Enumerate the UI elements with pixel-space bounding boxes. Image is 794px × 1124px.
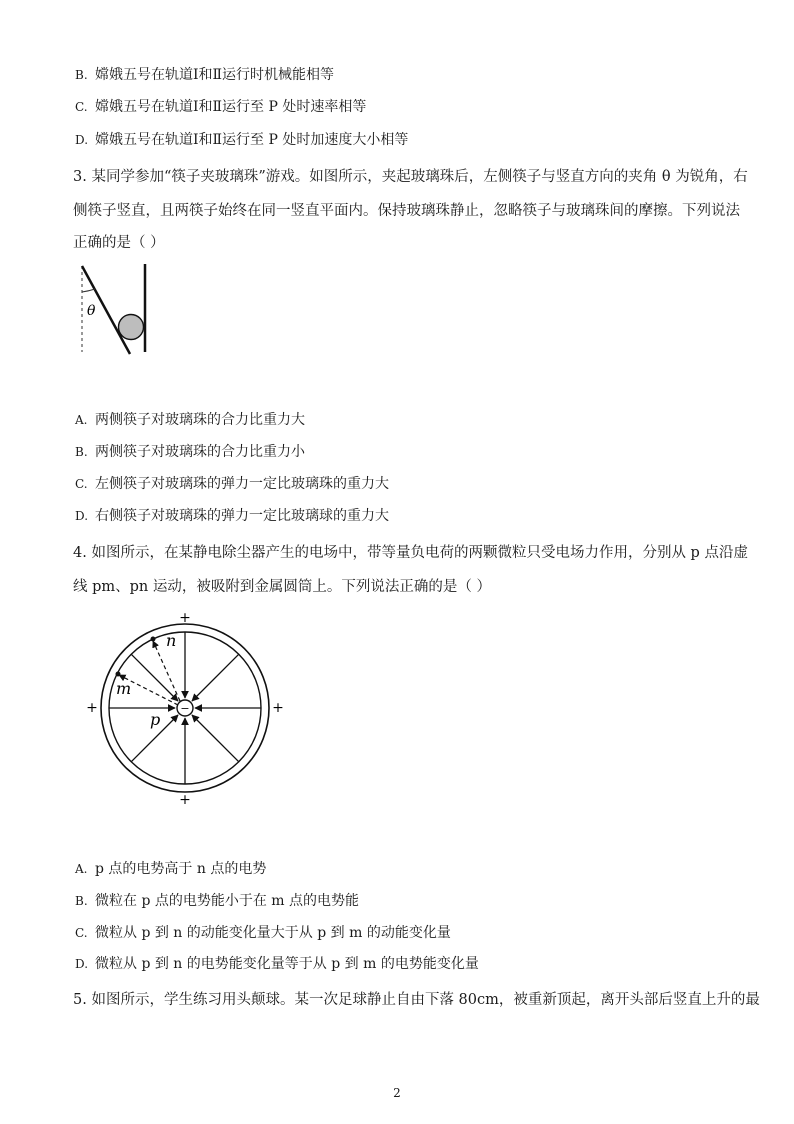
plus-sign-top: + xyxy=(179,610,191,626)
label-m: m xyxy=(116,679,132,698)
q4-option-b: B. 微粒在 p 点的电势能小于在 m 点的电势能 xyxy=(75,893,360,909)
glass-bead xyxy=(119,315,144,340)
q3-stem-line-2: 侧筷子竖直，且两筷子始终在同一竖直平面内。保持玻璃珠静止，忽略筷子与玻璃珠间的摩擦。下列说法 xyxy=(73,203,740,219)
q2-option-d: D. 嫦娥五号在轨道Ⅰ和Ⅱ运行至 P 处时加速度大小相等 xyxy=(75,132,409,148)
q4-stem-line-2: 线 pm、pn 运动，被吸附到金属圆筒上。下列说法正确的是（ ） xyxy=(73,579,491,595)
plus-sign-bottom: + xyxy=(179,792,191,808)
q5-stem-line-1: 5. 如图所示，学生练习用头颠球。某一次足球静止自由下落 80cm，被重新顶起，离开头部后竖直上升的最 xyxy=(73,992,760,1008)
plus-sign-left: + xyxy=(86,700,98,716)
q3-option-d: D. 右侧筷子对玻璃珠的弹力一定比玻璃球的重力大 xyxy=(75,508,389,524)
q3-option-c: C. 左侧筷子对玻璃珠的弹力一定比玻璃珠的重力大 xyxy=(75,476,389,492)
q2-option-c: C. 嫦娥五号在轨道Ⅰ和Ⅱ运行至 P 处时速率相等 xyxy=(75,99,367,115)
q4-precipitator-figure xyxy=(80,608,290,808)
central-wire-minus: − xyxy=(180,702,190,715)
q4-option-c: C. 微粒从 p 到 n 的动能变化量大于从 p 到 m 的动能变化量 xyxy=(75,925,451,941)
theta-label: θ xyxy=(87,303,96,319)
point-m-dot xyxy=(116,672,121,677)
q3-stem-line-1: 3. 某同学参加“筷子夹玻璃珠”游戏。如图所示，夹起玻璃珠后，左侧筷子与竖直方向的夹角 θ 为锐角，右 xyxy=(73,169,748,185)
q2-option-b: B. 嫦娥五号在轨道Ⅰ和Ⅱ运行时机械能相等 xyxy=(75,67,335,83)
q3-chopsticks-figure xyxy=(70,258,160,358)
label-p: p xyxy=(150,710,161,729)
label-n: n xyxy=(166,631,177,650)
point-n-dot xyxy=(151,637,156,642)
plus-sign-right: + xyxy=(272,700,284,716)
q4-stem-line-1: 4. 如图所示，在某静电除尘器产生的电场中，带等量负电荷的两颗微粒只受电场力作用，分别从 p 点沿虚 xyxy=(73,545,748,561)
theta-angle-arc xyxy=(82,289,95,292)
q4-option-d: D. 微粒从 p 到 n 的电势能变化量等于从 p 到 m 的电势能变化量 xyxy=(75,956,479,972)
page-number: 2 xyxy=(393,1086,401,1100)
q3-option-a: A. 两侧筷子对玻璃珠的合力比重力大 xyxy=(75,412,305,428)
q3-stem-line-3: 正确的是（ ） xyxy=(73,235,165,251)
q4-option-a: A. p 点的电势高于 n 点的电势 xyxy=(75,861,267,877)
q3-option-b: B. 两侧筷子对玻璃珠的合力比重力小 xyxy=(75,444,305,460)
